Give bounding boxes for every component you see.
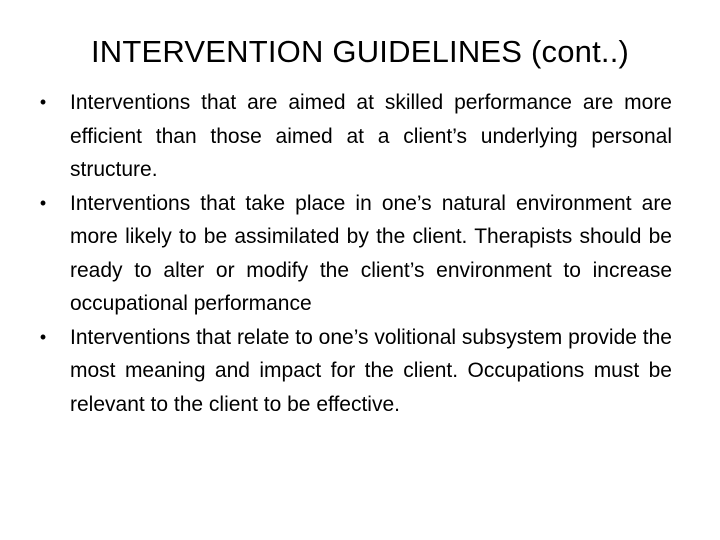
bullet-icon: • (39, 92, 47, 112)
bullet-list (36, 86, 672, 421)
bullet-item (36, 187, 672, 321)
bullet-text: Interventions that take place in one’s natural environment are more likely to be assimilated by the client. Therapists should be ready to alter or modify the client’s environment to increase occupational performance (70, 191, 672, 315)
bullet-icon: • (39, 326, 47, 347)
bullet-text: Interventions that are aimed at skilled performance are more efficient than those aimed at a client’s underlying personal structure. (70, 91, 672, 181)
bullet-icon: • (39, 192, 47, 213)
bullet-text: Interventions that relate to one’s volitional subsystem provide the most meaning and impact for the client. Occupations must be relevant to the client to be effective. (70, 325, 672, 416)
bullet-item (36, 86, 672, 187)
bullet-item (36, 321, 672, 422)
slide-title: INTERVENTION GUIDELINES (cont..) (90, 34, 630, 69)
